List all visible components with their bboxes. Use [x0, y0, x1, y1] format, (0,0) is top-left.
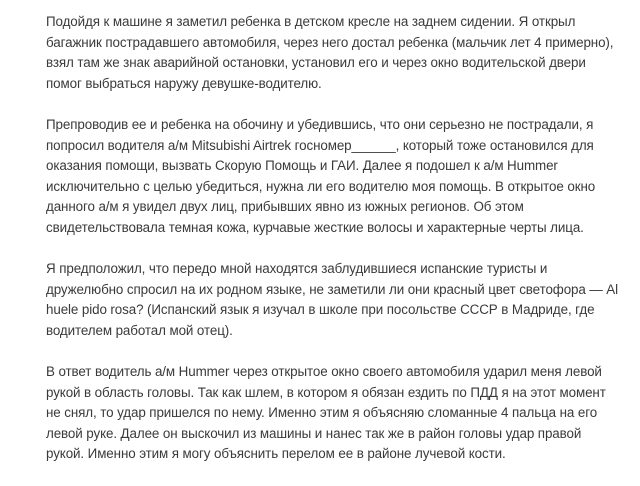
text-line: Я предположил, что передо мной находятся заблудившиеся испанские туристы и — [46, 261, 548, 277]
text-line: В ответ водитель а/м Hummer через открытое окно своего автомобиля ударил меня левой — [46, 364, 602, 380]
text-line: Препроводив ее и ребенка на обочину и убедившись, что они серьезно не пострадали, я — [46, 116, 594, 132]
paragraph-4 — [46, 362, 616, 465]
text-line: данного а/м я увидел двух лиц, прибывших явно из южных регионов. Об этом — [46, 199, 524, 215]
text-line: Подойдя к машине я заметил ребенка в детском кресле на заднем сидении. Я открыл — [46, 14, 576, 29]
text-line: водителем работал мой отец). — [46, 322, 233, 338]
text-line: не снял, то удар пришелся по нему. Именно этим я объясняю сломанные 4 пальца на его — [46, 405, 598, 421]
text-line: помог выбраться наружу девушке-водителю. — [46, 75, 322, 91]
text-line: рукой в область головы. Так как шлем, в котором я обязан ездить по ПДД я на этот момент — [46, 384, 606, 400]
text-line: оказания помощи, вызвать Скорую Помощь и ГАИ. Далее я подошел к а/м Hummer — [46, 158, 558, 174]
text-line: свидетельствовала темная кожа, курчавые жесткие волосы и характерные черты лица. — [46, 219, 584, 235]
paragraph-2 — [46, 115, 616, 239]
text-line: левой руке. Далее он выскочил из машины и нанес так же в район головы удар правой — [46, 425, 582, 441]
text-line: взял там же знак аварийной остановки, установил его и через окно водительской двери — [46, 55, 586, 71]
paragraph-3 — [46, 259, 616, 341]
text-line: исключительно с целью убедиться, нужна ли его водителю моя помощь. В открытое окно — [46, 178, 596, 194]
text-line: багажник пострадавшего автомобиля, через него достал ребенка (мальчик лет 4 примерно), — [46, 34, 614, 50]
document-body — [46, 12, 616, 486]
text-line: попросил водителя а/м Mitsubishi Airtrek госномер______, который тоже остановился для — [46, 137, 594, 153]
text-line: дружелюбно спросил на их родном языке, не заметили ли они красный цвет светофора — Al — [46, 281, 618, 297]
paragraph-1 — [46, 12, 616, 94]
text-line: huele pido rosa? (Испанский язык я изучал в школе при посольстве СССР в Мадриде, где — [46, 302, 595, 318]
text-line: рукой. Именно этим я могу объяснить перелом ее в районе лучевой кости. — [46, 446, 506, 462]
